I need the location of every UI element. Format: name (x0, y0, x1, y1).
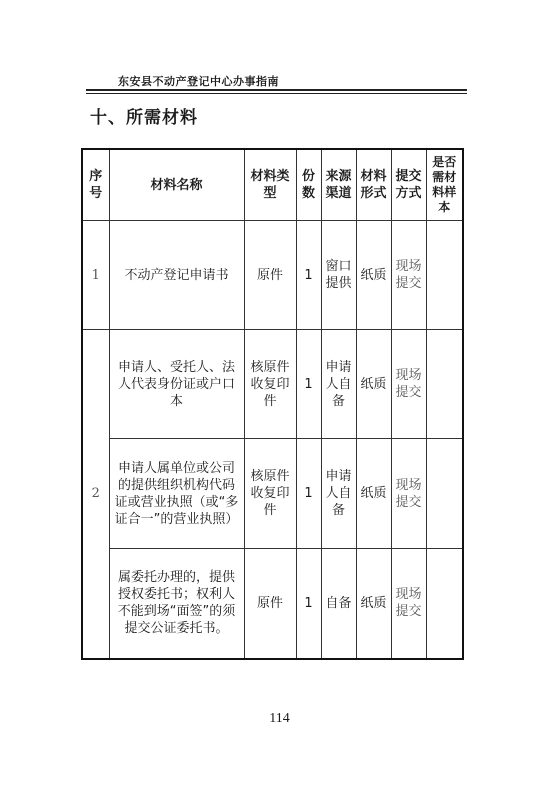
table-header-row (82, 149, 463, 221)
cell-form: 纸质 (356, 221, 391, 330)
cell-submit: 现场提交 (391, 439, 426, 549)
cell-copies: 1 (296, 221, 321, 330)
materials-table (81, 148, 464, 660)
header-rule-thick (86, 89, 467, 91)
cell-form: 纸质 (356, 439, 391, 549)
cell-type: 核原件收复印件 (244, 439, 296, 549)
cell-submit: 现场提交 (391, 221, 426, 330)
cell-copies: 1 (296, 549, 321, 659)
cell-submit: 现场提交 (391, 330, 426, 439)
cell-form: 纸质 (356, 549, 391, 659)
header-submit: 提交方式 (391, 149, 426, 221)
table-row (82, 439, 463, 549)
cell-source: 窗口提供 (321, 221, 356, 330)
cell-sample (426, 221, 463, 330)
cell-copies: 1 (296, 439, 321, 549)
cell-seq: 1 (82, 221, 109, 330)
cell-name: 属委托办理的，提供授权委托书；权利人不能到场“面签”的须提交公证委托书。 (109, 549, 244, 659)
page-number: 114 (269, 711, 290, 726)
table-row (82, 330, 463, 439)
header-type: 材料类型 (244, 149, 296, 221)
cell-form: 纸质 (356, 330, 391, 439)
header-seq: 序号 (82, 149, 109, 221)
table-row (82, 221, 463, 330)
cell-sample (426, 439, 463, 549)
cell-name: 不动产登记申请书 (109, 221, 244, 330)
cell-source: 申请人自备 (321, 330, 356, 439)
table-row (82, 549, 463, 659)
cell-sample (426, 330, 463, 439)
header-form: 材料形式 (356, 149, 391, 221)
section-title: 十、所需材料 (90, 108, 198, 128)
header-copies: 份数 (296, 149, 321, 221)
header-sample: 是否需材料样本 (426, 149, 463, 221)
cell-name: 申请人、受托人、法人代表身份证或户口本 (109, 330, 244, 439)
cell-submit: 现场提交 (391, 549, 426, 659)
cell-source: 申请人自备 (321, 439, 356, 549)
cell-sample (426, 549, 463, 659)
cell-name: 申请人属单位或公司的提供组织机构代码证或营业执照（或“多证合一”的营业执照） (109, 439, 244, 549)
cell-type: 原件 (244, 549, 296, 659)
cell-seq-group: 2 (82, 330, 109, 659)
running-header: 东安县不动产登记中心办事指南 (118, 75, 279, 88)
cell-type: 核原件收复印件 (244, 330, 296, 439)
cell-copies: 1 (296, 330, 321, 439)
cell-type: 原件 (244, 221, 296, 330)
header-name: 材料名称 (109, 149, 244, 221)
header-rule-thin (86, 93, 467, 94)
cell-source: 自备 (321, 549, 356, 659)
header-source: 来源渠道 (321, 149, 356, 221)
